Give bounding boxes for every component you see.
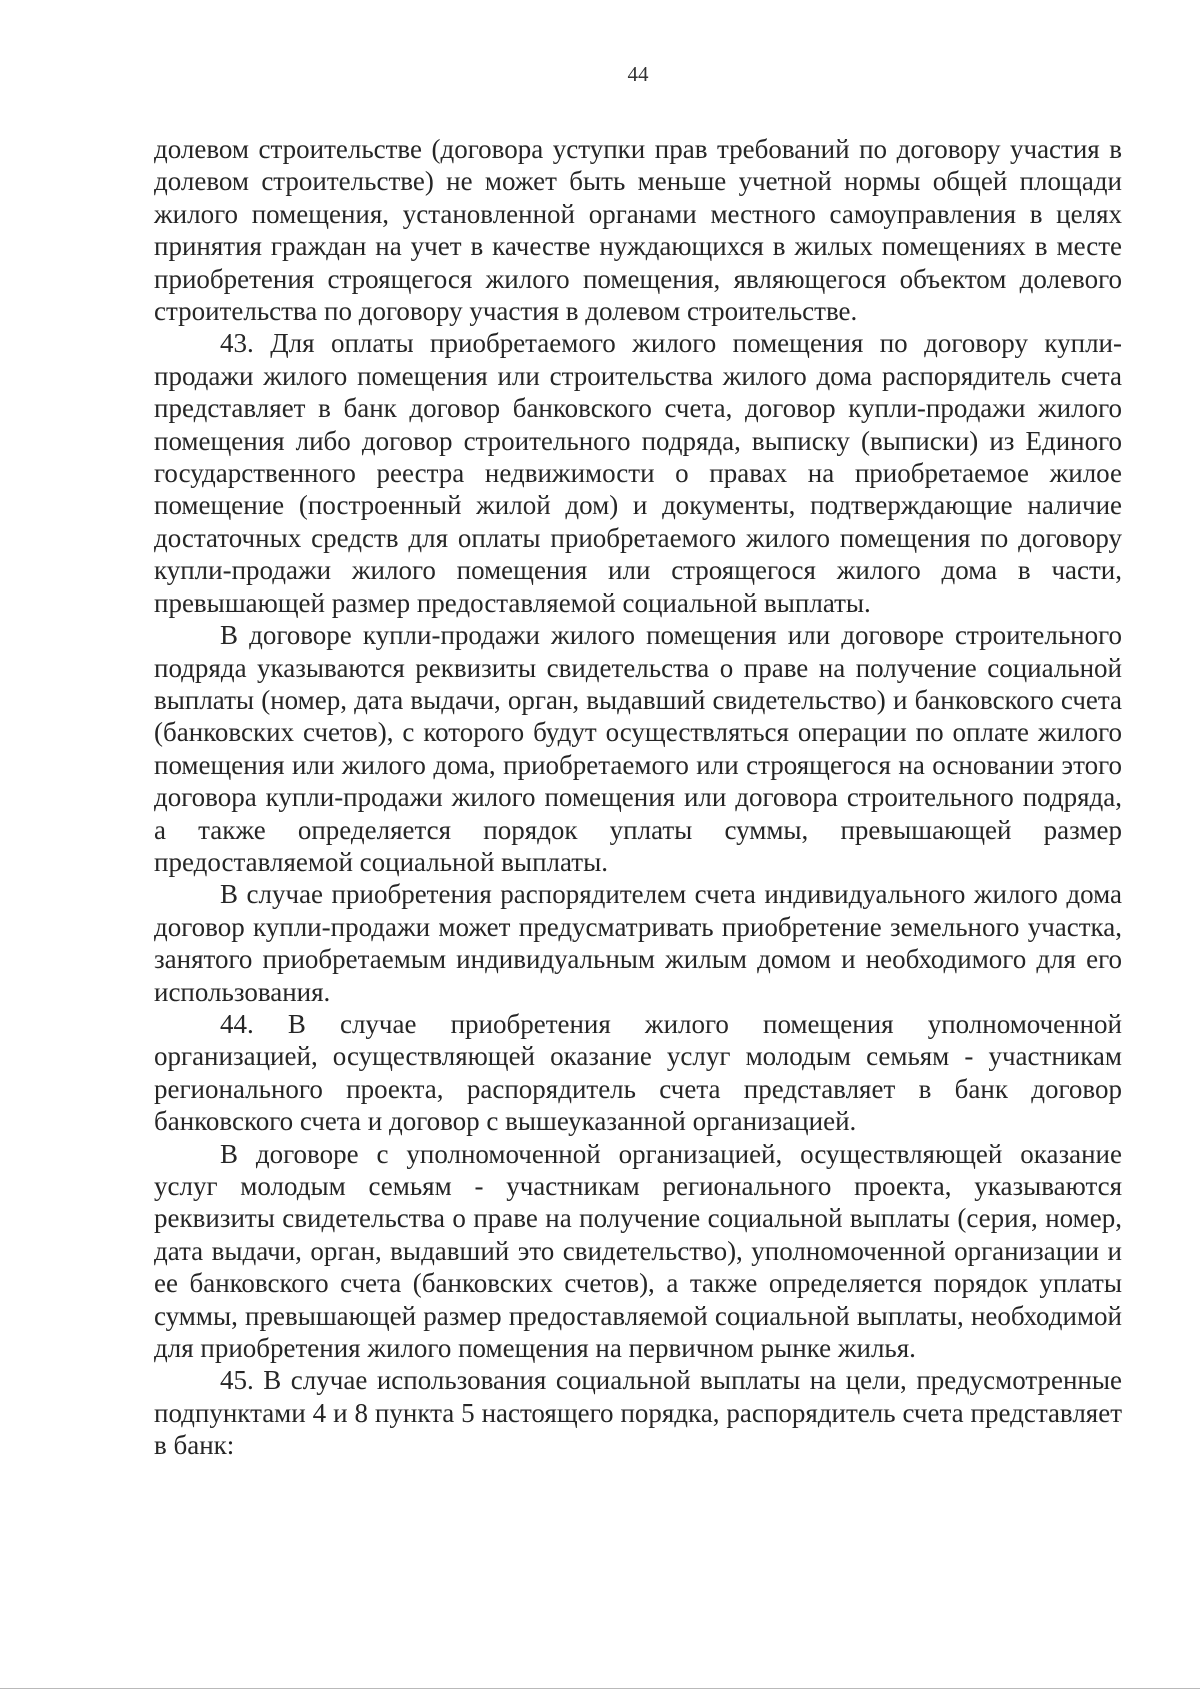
bottom-rule [0, 1688, 1200, 1689]
paragraph-item-45: 45. В случае использования социальной выплаты на цели, предусмотренные подпунктами 4 и 8 пункта 5 настоящего порядка, распорядитель счета представляет в банк: [154, 1365, 1122, 1461]
paragraph-contract-details: В договоре купли-продажи жилого помещения или договоре строительного подряда указываются реквизиты свидетельства о праве на получение социальной выплаты (номер, дата выдачи, орган, выдавший свидетельство) и банковского счета (банковских счетов), с которого будут осуществляться операции по оплате жилого помещения или жилого дома, приобретаемого или строящегося на основании этого договора купли-продажи жилого помещения или договора строительного подряда, а также определяется порядок уплаты суммы, превышающей размер предоставляемой социальной выплаты. [154, 620, 1122, 877]
paragraph-item-44: 44. В случае приобретения жилого помещения уполномоченной организацией, осуществляющей оказание услуг молодым семьям - участникам регионального проекта, распорядитель счета представляет в банк договор банковского счета и договор с вышеуказанной организацией. [154, 1008, 1122, 1137]
page-number: 44 [627, 62, 649, 86]
paragraph-land-plot: В случае приобретения распорядителем счета индивидуального жилого дома договор купли-продажи может предусматривать приобретение земельного участка, занятого приобретаемым индивидуальным жилым домом и необходимого для его использования. [154, 879, 1122, 1007]
paragraph-item-43: 43. Для оплаты приобретаемого жилого помещения по договору купли-продажи жилого помещения или строительства жилого дома распорядитель счета представляет в банк договор банковского счета, договор купли-продажи жилого помещения либо договор строительного подряда, выписку (выписки) из Единого государственного реестра недвижимости о правах на приобретаемое жилое помещение (построенный жилой дом) и документы, подтверждающие наличие достаточных средств для оплаты приобретаемого жилого помещения по договору купли-продажи жилого помещения или строящегося жилого дома в части, превышающей размер предоставляемой социальной выплаты. [154, 328, 1122, 618]
document-body [154, 133, 1122, 1462]
paragraph-continuation: долевом строительстве (договора уступки прав требований по договору участия в долевом строительстве) не может быть меньше учетной нормы общей площади жилого помещения, установленной органами местного самоуправления в целях принятия граждан на учет в качестве нуждающихся в жилых помещениях в месте приобретения строящегося жилого помещения, являющегося объектом долевого строительства по договору участия в долевом строительстве. [154, 134, 1122, 327]
paragraph-authorized-organization: В договоре с уполномоченной организацией, осуществляющей оказание услуг молодым семьям - участникам регионального проекта, указываются реквизиты свидетельства о праве на получение социальной выплаты (серия, номер, дата выдачи, орган, выдавший это свидетельство), уполномоченной организации и ее банковского счета (банковских счетов), а также определяется порядок уплаты суммы, превышающей размер предоставляемой социальной выплаты, необходимой для приобретения жилого помещения на первичном рынке жилья. [154, 1138, 1122, 1364]
